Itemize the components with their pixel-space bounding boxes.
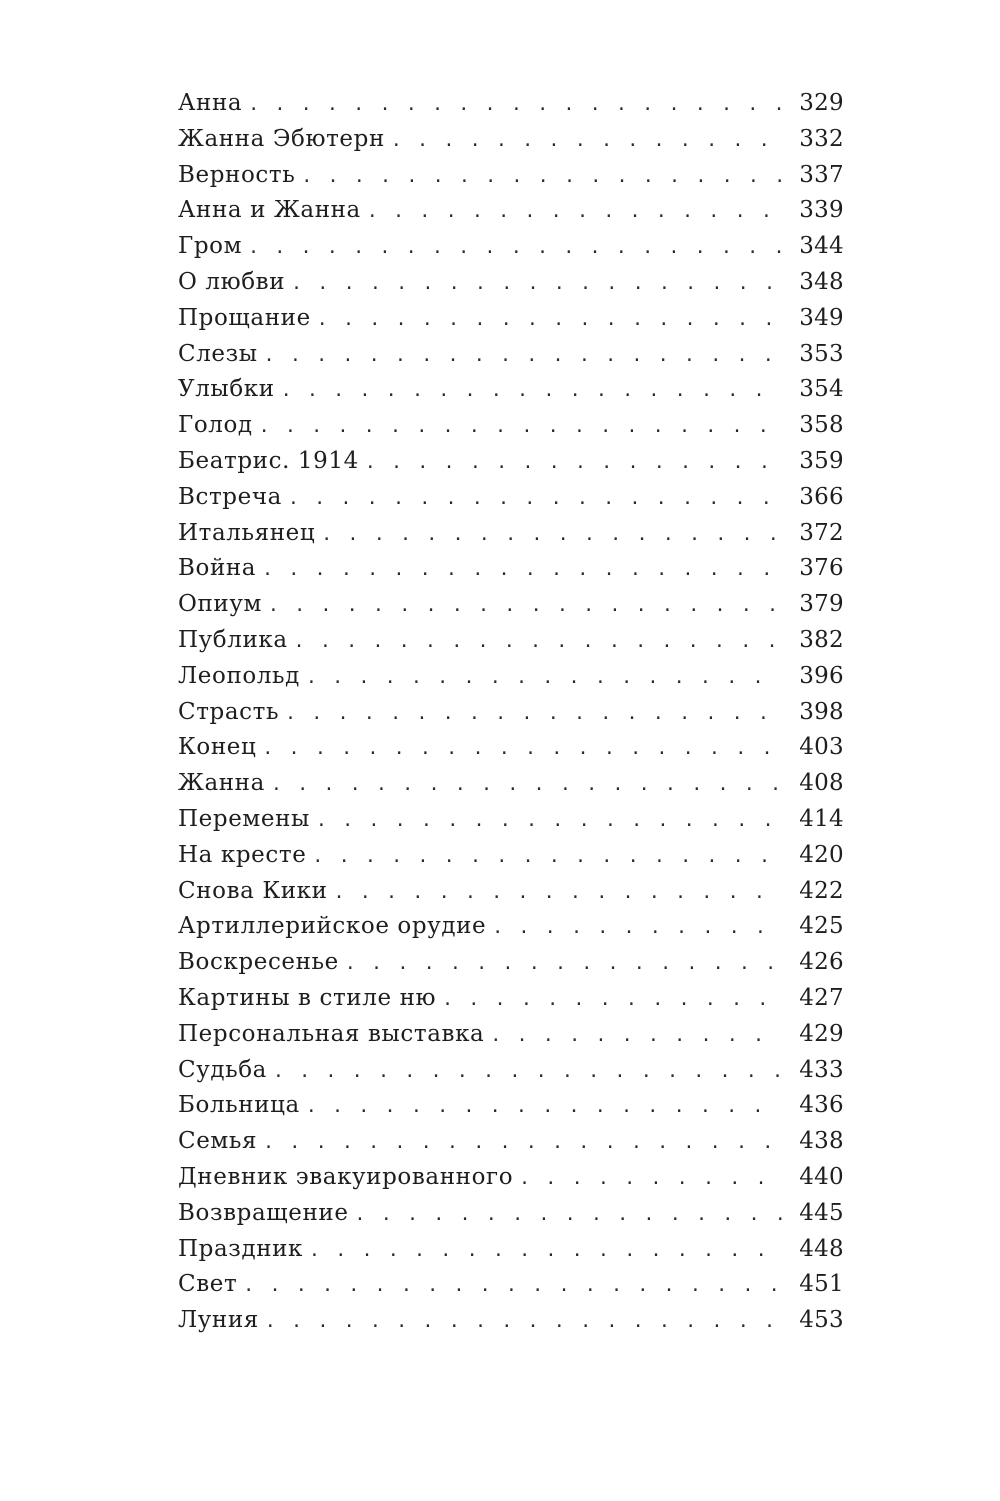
toc-dot-leader <box>334 882 782 903</box>
toc-entry-page-number: 429 <box>799 1020 844 1047</box>
toc-entry-title: Судьба <box>178 1056 267 1083</box>
toc-entry-page-number: 433 <box>799 1056 844 1083</box>
toc-entry <box>178 126 844 162</box>
toc-entry-title: Верность <box>178 161 296 188</box>
toc-entry-page-number: 354 <box>799 376 844 403</box>
toc-entry-title: Снова Кики <box>178 877 328 904</box>
toc-entry-page-number: 358 <box>799 412 844 439</box>
toc-dot-leader <box>442 989 782 1010</box>
toc-dot-leader <box>294 631 782 652</box>
toc-entry <box>178 1128 844 1164</box>
toc-entry <box>178 949 844 985</box>
toc-entry-page-number: 348 <box>799 268 844 295</box>
toc-entry <box>178 1057 844 1093</box>
toc-entry-page-number: 445 <box>799 1199 844 1226</box>
toc-entry <box>178 591 844 627</box>
toc-dot-leader <box>264 345 782 366</box>
toc-entry-page-number: 376 <box>799 555 844 582</box>
toc-dot-leader <box>306 667 782 688</box>
toc-entry <box>178 341 844 377</box>
toc-entry-title: На кресте <box>178 841 307 868</box>
toc-dot-leader <box>248 237 782 258</box>
toc-entry <box>178 913 844 949</box>
toc-entry <box>178 1236 844 1272</box>
toc-entry-title: Артиллерийское орудие <box>178 913 487 940</box>
toc-entry <box>178 1092 844 1128</box>
toc-entry-page-number: 448 <box>799 1235 844 1262</box>
toc-entry-page-number: 398 <box>799 698 844 725</box>
toc-entry-page-number: 332 <box>799 125 844 152</box>
toc-entry <box>178 162 844 198</box>
toc-entry-title: Картины в стиле ню <box>178 984 437 1011</box>
toc-entry-page-number: 422 <box>799 877 844 904</box>
toc-entry-page-number: 453 <box>799 1307 844 1334</box>
toc-entry <box>178 770 844 806</box>
toc-entry-page-number: 379 <box>799 591 844 618</box>
toc-dot-leader <box>519 1168 782 1189</box>
toc-entry <box>178 305 844 341</box>
toc-dot-leader <box>490 1025 782 1046</box>
toc-entry-page-number: 349 <box>799 304 844 331</box>
toc-dot-leader <box>367 201 782 222</box>
toc-entry <box>178 663 844 699</box>
toc-entry-title: Жанна Эбютерн <box>178 125 385 152</box>
toc-dot-leader <box>273 1061 782 1082</box>
toc-entry-page-number: 440 <box>799 1163 844 1190</box>
toc-entry <box>178 734 844 770</box>
toc-entry-title: Праздник <box>178 1235 304 1262</box>
toc-entry-page-number: 451 <box>799 1271 844 1298</box>
toc-entry-title: Гром <box>178 233 243 260</box>
toc-entry-page-number: 337 <box>799 161 844 188</box>
toc-entry-title: Конец <box>178 734 257 761</box>
toc-entry-title: Беатрис. 1914 <box>178 447 359 474</box>
toc-entry-title: Страсть <box>178 698 280 725</box>
toc-entry-title: Возвращение <box>178 1199 349 1226</box>
toc-entry-page-number: 425 <box>799 913 844 940</box>
toc-dot-leader <box>281 380 782 401</box>
toc-entry <box>178 269 844 305</box>
toc-entry-title: Слезы <box>178 340 258 367</box>
toc-entry-page-number: 353 <box>799 340 844 367</box>
toc-entry <box>178 412 844 448</box>
toc-dot-leader <box>317 309 782 330</box>
toc-dot-leader <box>355 1204 782 1225</box>
toc-entry <box>178 1200 844 1236</box>
toc-entry <box>178 806 844 842</box>
toc-entry-title: Перемены <box>178 805 310 832</box>
toc-entry-page-number: 436 <box>799 1092 844 1119</box>
toc-dot-leader <box>312 846 782 867</box>
toc-entry-title: Семья <box>178 1128 258 1155</box>
toc-entry <box>178 520 844 556</box>
toc-entry <box>178 699 844 735</box>
toc-entry <box>178 1021 844 1057</box>
toc-dot-leader <box>391 130 782 151</box>
toc-entry-page-number: 359 <box>799 447 844 474</box>
toc-entry-title: Война <box>178 555 257 582</box>
toc-dot-leader <box>243 1275 782 1296</box>
toc-entry <box>178 1271 844 1307</box>
toc-dot-leader <box>262 559 782 580</box>
toc-entry-page-number: 382 <box>799 626 844 653</box>
toc-entry <box>178 233 844 269</box>
toc-entry-page-number: 396 <box>799 662 844 689</box>
toc-entry <box>178 197 844 233</box>
toc-dot-leader <box>492 917 782 938</box>
toc-dot-leader <box>285 703 782 724</box>
toc-dot-leader <box>271 774 782 795</box>
toc-dot-leader <box>268 595 782 616</box>
toc-dot-leader <box>345 953 782 974</box>
toc-entry-page-number: 366 <box>799 483 844 510</box>
toc-dot-leader <box>262 738 782 759</box>
toc-dot-leader <box>291 273 782 294</box>
toc-entry <box>178 376 844 412</box>
toc-entry-title: Прощание <box>178 304 311 331</box>
toc-entry <box>178 484 844 520</box>
toc-entry-title: Луния <box>178 1307 259 1334</box>
toc-dot-leader <box>309 1240 782 1261</box>
toc-dot-leader <box>288 488 782 509</box>
toc-entry-title: Анна <box>178 90 243 116</box>
toc-entry-page-number: 344 <box>799 233 844 260</box>
toc-dot-leader <box>306 1096 782 1117</box>
toc-entry-title: Свет <box>178 1271 238 1298</box>
toc-entry-page-number: 420 <box>799 841 844 868</box>
toc-entry-title: Анна и Жанна <box>178 197 361 224</box>
toc-entry <box>178 90 844 126</box>
toc-entry-title: Голод <box>178 412 253 439</box>
toc-entry-page-number: 372 <box>799 519 844 546</box>
table-of-contents <box>178 90 844 1343</box>
toc-entry <box>178 878 844 914</box>
toc-entry-page-number: 414 <box>799 805 844 832</box>
toc-entry-title: Дневник эвакуированного <box>178 1163 514 1190</box>
toc-entry-page-number: 426 <box>799 949 844 976</box>
toc-dot-leader <box>321 524 782 545</box>
toc-entry <box>178 842 844 878</box>
toc-dot-leader <box>265 1311 782 1332</box>
toc-entry-page-number: 403 <box>799 734 844 761</box>
toc-dot-leader <box>365 452 782 473</box>
toc-entry-title: Больница <box>178 1092 300 1119</box>
toc-entry <box>178 627 844 663</box>
toc-entry-title: Воскресенье <box>178 949 339 976</box>
toc-entry <box>178 1307 844 1343</box>
toc-entry-title: Публика <box>178 626 288 653</box>
toc-entry-title: О любви <box>178 268 286 295</box>
toc-dot-leader <box>263 1132 782 1153</box>
toc-entry-title: Персональная выставка <box>178 1020 485 1047</box>
toc-entry-page-number: 408 <box>799 770 844 797</box>
toc-dot-leader <box>259 416 782 437</box>
toc-entry-title: Улыбки <box>178 376 275 403</box>
toc-entry-title: Жанна <box>178 770 265 797</box>
toc-entry <box>178 985 844 1021</box>
toc-entry-page-number: 438 <box>799 1128 844 1155</box>
toc-entry <box>178 1164 844 1200</box>
toc-entry-title: Леопольд <box>178 662 300 689</box>
toc-entry-page-number: 427 <box>799 984 844 1011</box>
toc-entry-title: Встреча <box>178 483 282 510</box>
toc-entry-title: Итальянец <box>178 519 316 546</box>
toc-entry-title: Опиум <box>178 591 262 618</box>
toc-dot-leader <box>316 810 782 831</box>
toc-entry-page-number: 329 <box>799 90 844 116</box>
toc-entry-page-number: 339 <box>799 197 844 224</box>
toc-dot-leader <box>248 94 782 115</box>
toc-entry <box>178 555 844 591</box>
toc-dot-leader <box>301 166 782 187</box>
toc-entry <box>178 448 844 484</box>
